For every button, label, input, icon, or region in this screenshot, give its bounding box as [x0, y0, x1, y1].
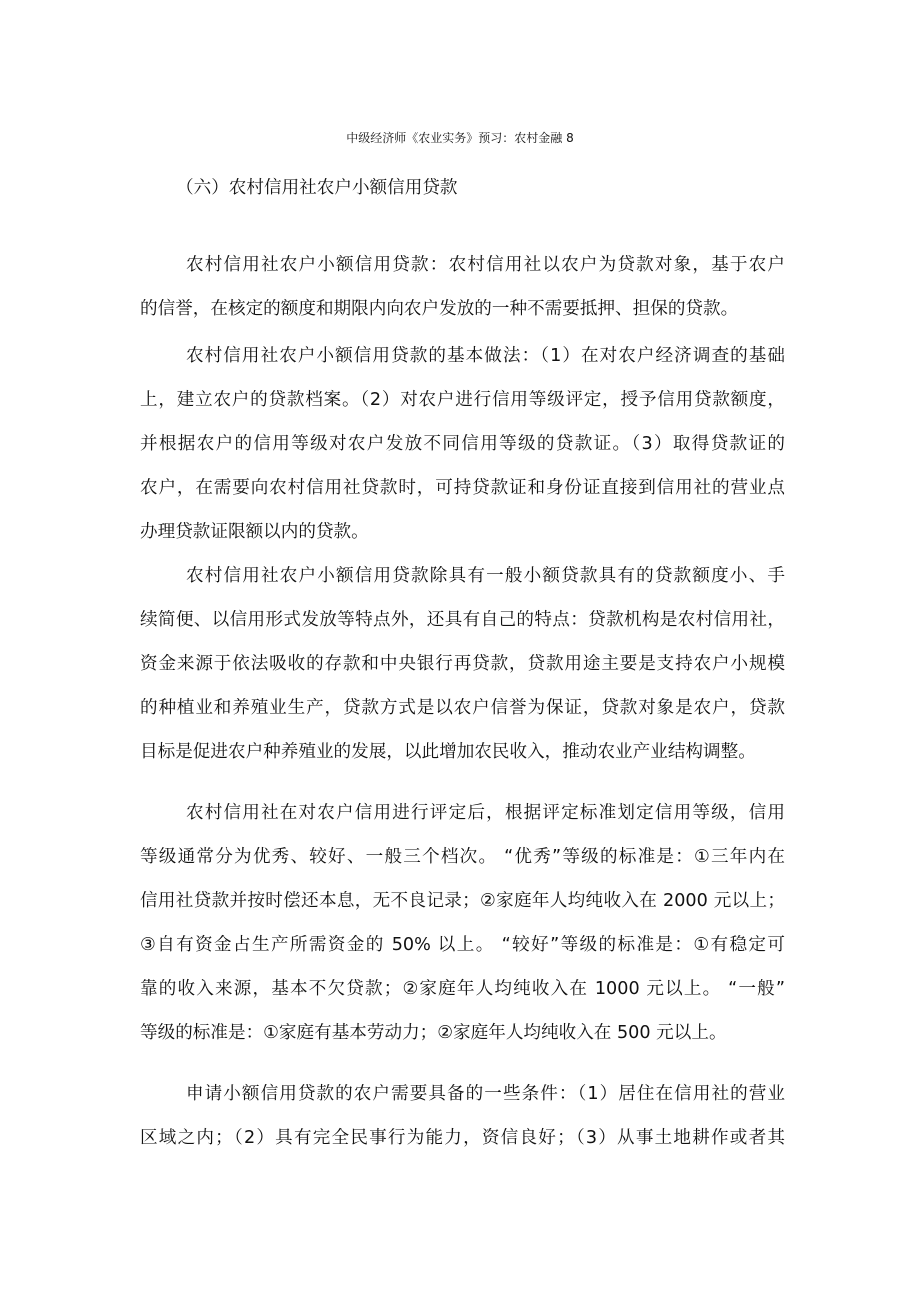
paragraph-line: 农村信用社农户小额信用贷款除具有一般小额贷款具有的贷款额度小、手	[186, 566, 785, 586]
paragraph-line: 靠的收入来源，基本不欠贷款；②家庭年人均纯收入在 1000 元以上。 “一般”	[140, 979, 785, 999]
paragraph-line: 信用社贷款并按时偿还本息，无不良记录；②家庭年人均纯收入在 2000 元以上；	[140, 891, 785, 911]
paragraph-line: 等级通常分为优秀、较好、一般三个档次。 “优秀”等级的标准是：①三年内在	[140, 847, 785, 867]
paragraph-line: 的种植业和养殖业生产，贷款方式是以农户信誉为保证，贷款对象是农户，贷款	[140, 698, 785, 718]
paragraph-line: 农户，在需要向农村信用社贷款时，可持贷款证和身份证直接到信用社的营业点	[140, 478, 785, 498]
paragraph-line: 农村信用社在对农户信用进行评定后，根据评定标准划定信用等级，信用	[186, 803, 785, 823]
paragraph-line: 等级的标准是：①家庭有基本劳动力；②家庭年人均纯收入在 500 元以上。	[140, 1023, 727, 1043]
section-heading: （六）农村信用社农户小额信用贷款	[176, 178, 458, 198]
paragraph-line: 上，建立农户的贷款档案。（2）对农户进行信用等级评定，授予信用贷款额度，	[140, 390, 785, 410]
paragraph-line: 农村信用社农户小额信用贷款：农村信用社以农户为贷款对象，基于农户	[186, 255, 785, 275]
page-title: 中级经济师《农业实务》预习：农村金融 8	[346, 131, 574, 145]
paragraph-line: 续简便、以信用形式发放等特点外，还具有自己的特点：贷款机构是农村信用社，	[140, 610, 785, 630]
paragraph-line: 并根据农户的信用等级对农户发放不同信用等级的贷款证。（3）取得贷款证的	[140, 434, 785, 454]
paragraph-line: 申请小额信用贷款的农户需要具备的一些条件：（1）居住在信用社的营业	[186, 1084, 785, 1104]
paragraph-line: 目标是促进农户种养殖业的发展，以此增加农民收入，推动农业产业结构调整。	[140, 742, 756, 762]
paragraph-line: 的信誉，在核定的额度和期限内向农户发放的一种不需要抵押、担保的贷款。	[140, 299, 739, 319]
paragraph-line: 办理贷款证限额以内的贷款。	[140, 522, 369, 542]
paragraph-line: 区域之内；（2）具有完全民事行为能力，资信良好；（3）从事土地耕作或者其	[140, 1128, 785, 1148]
paragraph-line: 农村信用社农户小额信用贷款的基本做法：（1）在对农户经济调查的基础	[186, 346, 785, 366]
paragraph-line: 资金来源于依法吸收的存款和中央银行再贷款，贷款用途主要是支持农户小规模	[140, 654, 785, 674]
paragraph-line: ③自有资金占生产所需资金的 50% 以上。 “较好”等级的标准是：①有稳定可	[140, 935, 785, 955]
